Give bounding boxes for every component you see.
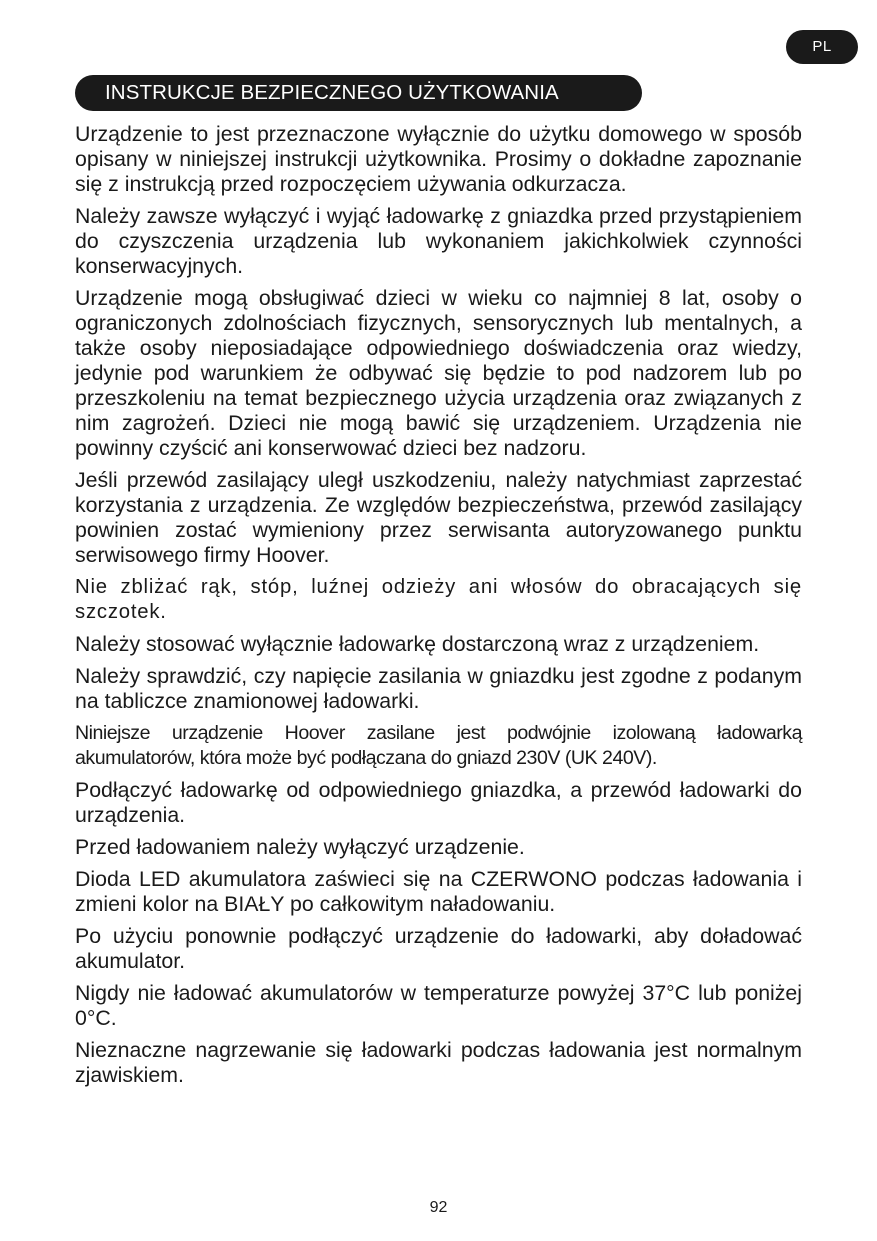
paragraph-damaged-cable: Jeśli przewód zasilający uległ uszkodzeniu, należy natychmiast zaprzestać korzystania z urządzenia. Ze względów bezpieczeństwa, przewód zasilający powinien zostać wymieniony przez serwisanta autoryzowanego punktu serwisowego firmy Hoover. [75, 468, 802, 567]
paragraph-charging-temperature: Nigdy nie ładować akumulatorów w temperaturze powyżej 37°C lub poniżej 0°C. [75, 981, 802, 1030]
paragraph-check-voltage: Należy sprawdzić, czy napięcie zasilania w gniazdku jest zgodne z podanym na tabliczce znamionowej ładowarki. [75, 664, 802, 713]
paragraph-intended-use: Urządzenie to jest przeznaczone wyłącznie do użytku domowego w sposób opisany w niniejszej instrukcji użytkownika. Prosimy o dokładne zapoznanie się z instrukcją przed rozpoczęciem używania odkurzacza. [75, 122, 802, 196]
language-badge: PL [786, 30, 858, 64]
paragraph-battery-led: Dioda LED akumulatora zaświeci się na CZERWONO podczas ładowania i zmieni kolor na BIAŁY po całkowitym naładowaniu. [75, 867, 802, 916]
section-title: INSTRUKCJE BEZPIECZNEGO UŻYTKOWANIA [75, 75, 642, 111]
paragraph-connect-charger: Podłączyć ładowarkę od odpowiedniego gniazdka, a przewód ładowarki do urządzenia. [75, 778, 802, 827]
paragraph-double-insulated-charger: Niniejsze urządzenie Hoover zasilane jest podwójnie izolowaną ładowarką akumulatorów, która może być podłączana do gniazd 230V (UK 240V). [75, 722, 802, 769]
paragraph-charger-warming: Nieznaczne nagrzewanie się ładowarki podczas ładowania jest normalnym zjawiskiem. [75, 1038, 802, 1087]
paragraph-rotating-brushes: Nie zbliżać rąk, stóp, luźnej odzieży ani włosów do obracających się szczotek. [75, 576, 802, 623]
paragraph-switch-off-before-charging: Przed ładowaniem należy wyłączyć urządzenie. [75, 835, 525, 859]
paragraph-supplied-charger-only: Należy stosować wyłącznie ładowarkę dostarczoną wraz z urządzeniem. [75, 632, 760, 656]
page-number: 92 [429, 1199, 448, 1216]
paragraph-reconnect-after-use: Po użyciu ponownie podłączyć urządzenie do ładowarki, aby doładować akumulator. [75, 924, 802, 973]
safety-instructions-body [75, 122, 802, 1095]
paragraph-children-supervision: Urządzenie mogą obsługiwać dzieci w wieku co najmniej 8 lat, osoby o ograniczonych zdolnościach fizycznych, sensorycznych lub mentalnych, a także osoby nieposiadające odpowiedniego doświadczenia oraz wiedzy, jedynie pod warunkiem że odbywać się będzie to pod nadzorem lub po przeszkoleniu na temat bezpiecznego użycia urządzenia oraz związanych z nim zagrożeń. Dzieci nie mogą bawić się urządzeniem. Urządzenia nie powinny czyścić ani konserwować dzieci bez nadzoru. [75, 286, 802, 460]
paragraph-unplug-before-cleaning: Należy zawsze wyłączyć i wyjąć ładowarkę z gniazdka przed przystąpieniem do czyszczenia urządzenia lub wykonaniem jakichkolwiek czynności konserwacyjnych. [75, 204, 802, 278]
